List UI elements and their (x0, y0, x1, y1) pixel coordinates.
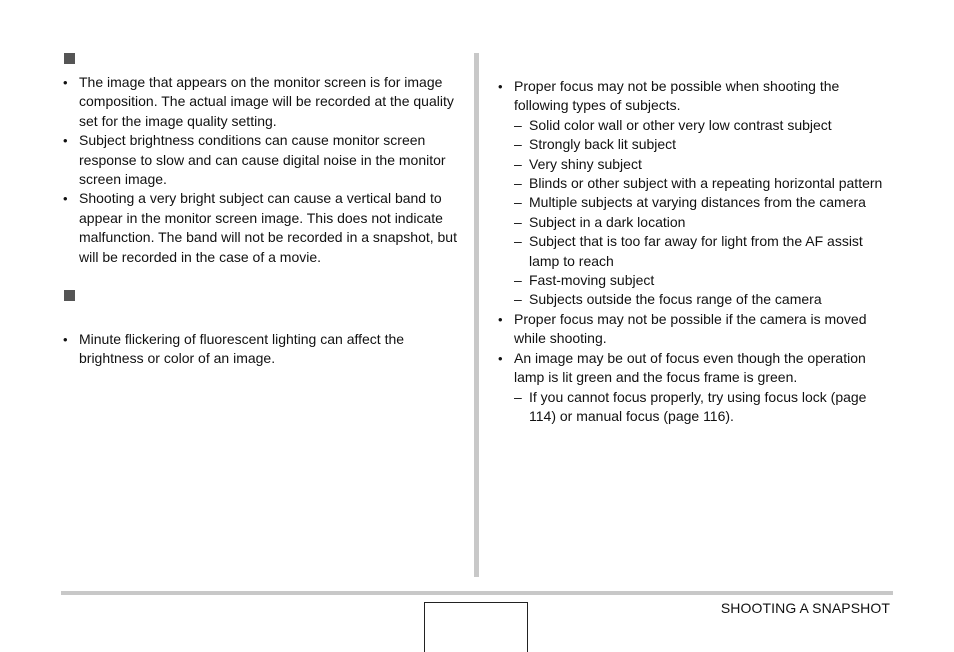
bullet-text: An image may be out of focus even though the operation lamp is lit green and the focus frame is green. (514, 349, 866, 386)
subject-types-list (514, 116, 894, 310)
sub-list-item: – Fast-moving subject (514, 271, 894, 290)
footer-section-title: SHOOTING A SNAPSHOT (720, 600, 890, 616)
sub-list-item: – If you cannot focus properly, try using focus lock (page 114) or manual focus (page 116). (514, 388, 894, 427)
section-marker-square-icon (64, 290, 75, 301)
sub-list-item: – Multiple subjects at varying distances from the camera (514, 193, 894, 212)
sub-list-item: – Solid color wall or other very low contrast subject (514, 116, 894, 135)
footer-rule (61, 591, 893, 595)
bullet-text: Proper focus may not be possible when shooting the following types of subjects. (514, 78, 840, 114)
list-item (62, 73, 458, 131)
bullet-text: Proper focus may not be possible if the camera is moved while shooting. (514, 310, 867, 347)
list-item (62, 330, 458, 369)
list-item (497, 77, 894, 310)
list-item (497, 349, 894, 427)
bullet-text: The image that appears on the monitor screen is for image composition. The actual image will be recorded at the quality set for the image quality setting. (79, 74, 454, 129)
bullet-text: Minute flickering of fluorescent lighting can affect the brightness or color of an image. (79, 331, 405, 367)
sub-list-item: – Strongly back lit subject (514, 135, 894, 154)
sub-list-item: – Very shiny subject (514, 155, 894, 174)
sub-list-item: – Subject that is too far away for light from the AF assist lamp to reach (514, 232, 894, 271)
section-marker-square-icon (64, 53, 75, 64)
list-item (497, 310, 894, 349)
lighting-notes-list (62, 330, 458, 369)
bullet-text: Shooting a very bright subject can cause a vertical band to appear in the monitor screen image. This does not indicate malfunction. The band will not be recorded in a snapshot, but will be recorded in the case of a movie. (79, 190, 457, 265)
monitor-notes-list (62, 73, 458, 267)
sub-list-item: – Subject in a dark location (514, 213, 894, 232)
sub-list-item: – Subjects outside the focus range of the camera (514, 290, 894, 309)
bullet-text: Subject brightness conditions can cause monitor screen response to slow and can cause digital noise in the monitor screen image. (79, 132, 446, 188)
page-number-box (424, 602, 528, 652)
sub-list-item: – Blinds or other subject with a repeating horizontal pattern (514, 174, 894, 193)
list-item (62, 189, 458, 267)
list-item (62, 131, 458, 189)
focus-tip-list (514, 388, 894, 427)
column-divider (474, 53, 479, 577)
focus-notes-list (497, 77, 894, 426)
